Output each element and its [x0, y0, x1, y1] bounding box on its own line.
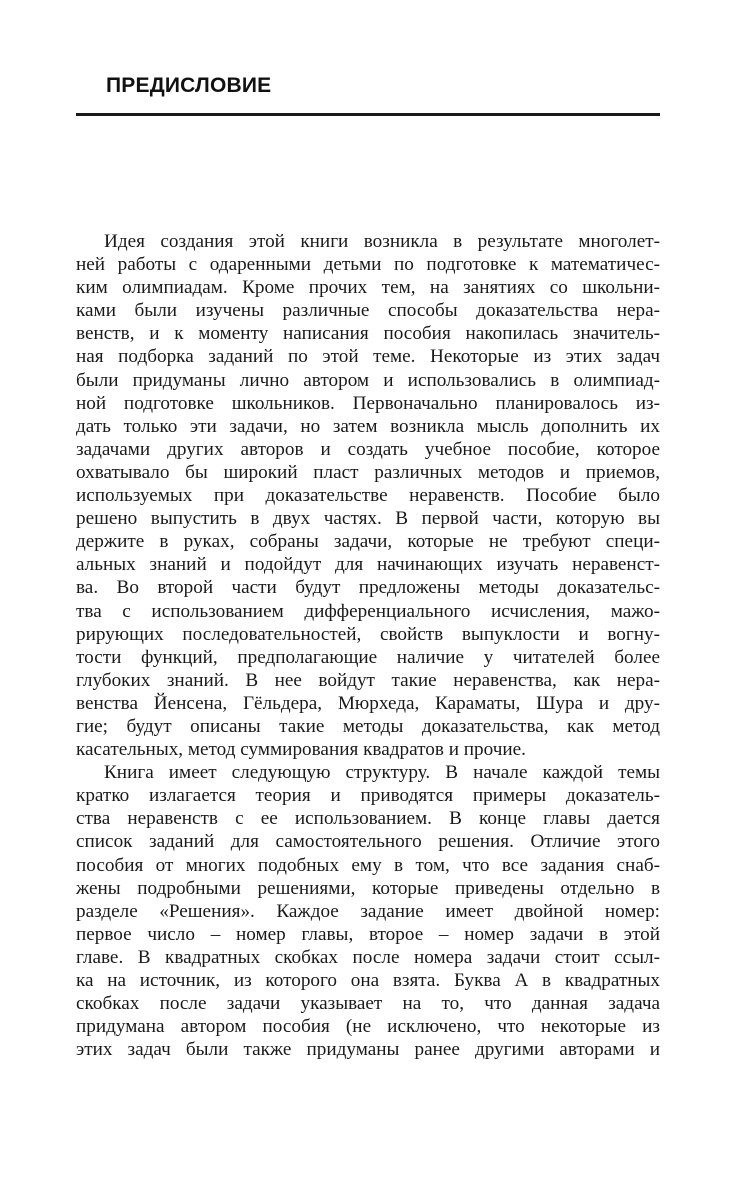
paragraph — [76, 230, 660, 761]
text-line: ней работы с одаренными детьми по подготовке к математичес- — [76, 254, 660, 276]
text-line: первое число – номер главы, второе – номер задачи в этой — [76, 923, 660, 945]
text-line: список заданий для самостоятельного решения. Отличие этого — [76, 831, 660, 853]
text-line: решено выпустить в двух частях. В первой части, которую вы — [76, 508, 660, 530]
paragraph — [76, 761, 660, 1061]
text-line: задачами других авторов и создать учебное пособие, которое — [76, 438, 660, 460]
text-line: венств, и к моменту написания пособия накопилась значитель- — [76, 323, 660, 345]
text-line: пособия от многих подобных ему в том, что все задания снаб- — [76, 854, 660, 876]
heading-rule — [76, 113, 660, 116]
text-line: рирующих последовательностей, свойств выпуклости и вогну- — [76, 623, 660, 645]
text-line: охватывало бы широкий пласт различных методов и приемов, — [76, 461, 660, 483]
text-line: главе. В квадратных скобках после номера задачи стоит ссыл- — [76, 946, 660, 968]
text-line: тва с использованием дифференциального исчисления, мажо- — [76, 600, 660, 622]
text-line: альных знаний и подойдут для начинающих изучать неравенст- — [76, 554, 660, 576]
text-line: используемых при доказательстве неравенств. Пособие было — [76, 485, 660, 507]
text-line: скобках после задачи указывает на то, что данная задача — [76, 993, 660, 1015]
text-line: ким олимпиадам. Кроме прочих тем, на занятиях со школьни- — [76, 277, 660, 299]
text-line: тости функций, предполагающие наличие у читателей более — [76, 646, 660, 668]
text-line: держите в руках, собраны задачи, которые не требуют специ- — [76, 531, 660, 553]
text-line: Идея создания этой книги возникла в результате многолет- — [104, 231, 660, 252]
text-line: гие; будут описаны такие методы доказательства, как метод — [76, 715, 660, 737]
text-line: были придуманы лично автором и использовались в олимпиад- — [76, 369, 660, 391]
page-heading: ПРЕДИСЛОВИЕ — [106, 74, 272, 97]
text-line: ная подборка заданий по этой теме. Некоторые из этих задач — [76, 346, 660, 368]
text-line: дать только эти задачи, но затем возникла мысль дополнить их — [76, 415, 660, 437]
text-line: кратко излагается теория и приводятся примеры доказатель- — [76, 785, 660, 807]
text-line: ства неравенств с ее использованием. В конце главы дается — [76, 808, 660, 830]
text-line: ка на источник, из которого она взята. Буква А в квадратных — [76, 970, 660, 991]
text-line: разделе «Решения». Каждое задание имеет двойной номер: — [76, 900, 660, 922]
text-line: жены подробными решениями, которые приведены отдельно в — [76, 877, 660, 899]
body-text — [76, 230, 660, 1061]
text-line: Книга имеет следующую структуру. В начале каждой темы — [104, 762, 660, 784]
text-line: глубоких знаний. В нее войдут такие неравенства, как нера- — [76, 669, 660, 691]
text-line: касательных, метод суммирования квадратов и прочие. — [76, 739, 526, 761]
text-line: ва. Во второй части будут предложены методы доказательс- — [76, 577, 660, 599]
text-line: ной подготовке школьников. Первоначально планировалось из- — [76, 392, 660, 414]
text-line: венства Йенсена, Гёльдера, Мюрхеда, Караматы, Шура и дру- — [76, 692, 660, 714]
text-line: придумана автором пособия (не исключено, что некоторые из — [76, 1016, 660, 1038]
text-line: этих задач были также придуманы ранее другими авторами и — [76, 1039, 660, 1061]
text-line: ками были изучены различные способы доказательства нера- — [76, 300, 660, 322]
